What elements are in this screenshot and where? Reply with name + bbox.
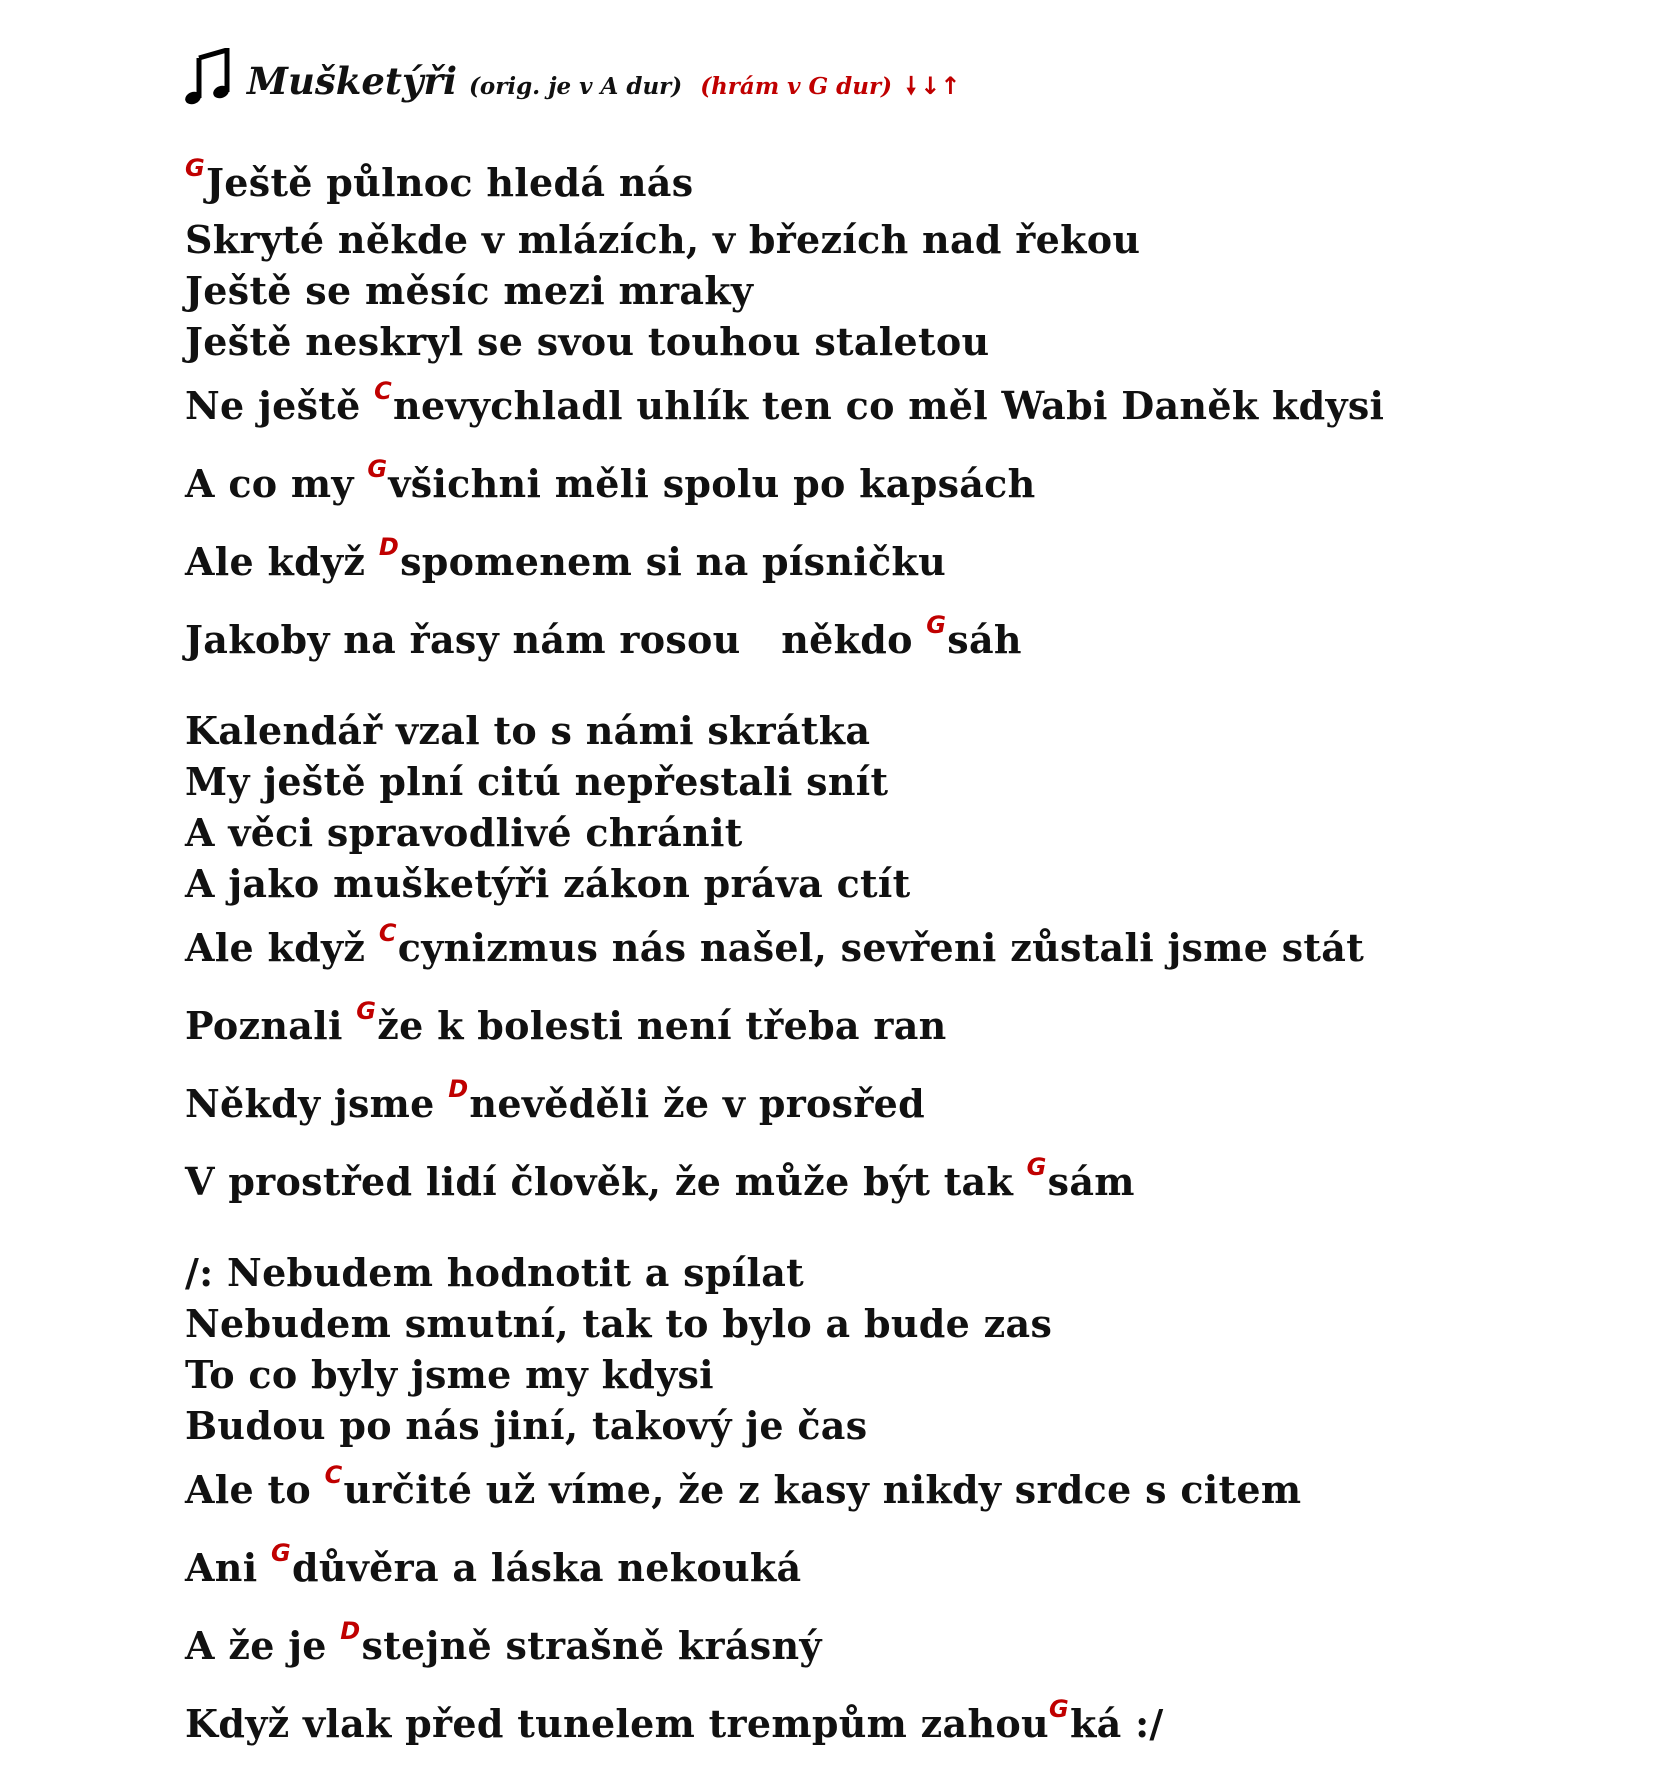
verse-gap <box>185 679 1625 705</box>
chord-marker: G <box>270 1539 291 1567</box>
lyric-text: stejně strašně krásný <box>361 1623 822 1668</box>
lyric-line <box>185 1143 1625 1221</box>
lyric-text: Ale když <box>185 539 379 584</box>
chord-marker: G <box>185 154 205 182</box>
verse <box>185 705 1625 1221</box>
lyric-line <box>185 1529 1625 1607</box>
lyric-text: Ani <box>185 1545 271 1590</box>
lyric-text: Ale když <box>185 925 379 970</box>
lyric-line: /: Nebudem hodnotit a spílat <box>185 1250 804 1295</box>
verse-gap <box>185 1221 1625 1247</box>
verse <box>185 1247 1625 1763</box>
lyric-line <box>185 1451 1625 1529</box>
chord-marker: G <box>926 611 947 639</box>
lyric-line: Budou po nás jiní, takový je čas <box>185 1403 868 1448</box>
lyric-text: Jakoby na řasy nám rosou někdo <box>185 617 927 662</box>
lyric-line <box>185 601 1625 679</box>
lyric-line <box>185 367 1625 445</box>
verse <box>185 152 1625 679</box>
lyric-text: určité už víme, že z kasy nikdy srdce s citem <box>343 1467 1302 1512</box>
lyric-line <box>185 1607 1625 1685</box>
lyric-line: My ještě plní citú nepřestali snít <box>185 759 889 804</box>
lyric-text: Ještě půlnoc hledá nás <box>206 160 694 205</box>
lyric-line: A jako mušketýři zákon práva ctít <box>185 861 911 906</box>
lyric-text: sám <box>1047 1159 1135 1204</box>
chord-marker: D <box>340 1617 361 1645</box>
song-header <box>185 36 1625 103</box>
chord-marker: G <box>1026 1153 1047 1181</box>
lyric-line: A věci spravodlivé chránit <box>185 810 743 855</box>
lyric-text: ká :/ <box>1069 1701 1164 1746</box>
lyric-line <box>185 1685 1625 1763</box>
chord-marker: C <box>374 377 393 405</box>
lyric-line: Skryté někde v mlázích, v březích nad řekou <box>185 217 1141 262</box>
chord-marker: D <box>378 533 400 561</box>
lyric-text: A že je <box>185 1623 341 1668</box>
lyric-text: důvěra a láska nekouká <box>291 1545 802 1590</box>
lyric-text: všichni měli spolu po kapsách <box>388 461 1036 506</box>
lyrics <box>185 152 1625 1763</box>
chord-marker: G <box>356 997 377 1025</box>
song-title: Mušketýři <box>247 59 458 103</box>
transpose-down-icon[interactable]: 🠗 <box>905 72 917 100</box>
lyric-text: sáh <box>947 617 1022 662</box>
lyric-line: Ještě neskryl se svou touhou staletou <box>185 319 990 364</box>
chord-marker: C <box>378 919 397 947</box>
lyric-line: Nebudem smutní, tak to bylo a bude zas <box>185 1301 1053 1346</box>
lyric-text: A co my <box>185 461 368 506</box>
lyric-text: nevychladl uhlík ten co měl Wabi Daněk kdysi <box>393 383 1385 428</box>
lyric-text: spomenem si na písničku <box>400 539 946 584</box>
lyric-line <box>185 909 1625 987</box>
lyric-line <box>185 987 1625 1065</box>
music-note-icon <box>185 48 231 106</box>
lyric-text: že k bolesti není třeba ran <box>377 1003 947 1048</box>
lyric-text: Ne ještě <box>185 383 375 428</box>
lyric-line: Kalendář vzal to s námi skrátka <box>185 708 871 753</box>
song-sheet <box>185 36 1625 1763</box>
chord-marker: G <box>1048 1695 1069 1723</box>
chord-marker: C <box>324 1461 343 1489</box>
lyric-line <box>185 152 1625 214</box>
lyric-line <box>185 523 1625 601</box>
lyric-text: Někdy jsme <box>185 1081 449 1126</box>
lyric-text: Ale to <box>185 1467 325 1512</box>
original-key-note: (orig. je v A dur) <box>469 73 683 100</box>
lyric-line: Ještě se měsíc mezi mraky <box>185 268 754 313</box>
lyric-line <box>185 1065 1625 1143</box>
lyric-text: Když vlak před tunelem trempům zahou <box>185 1701 1049 1746</box>
lyric-line <box>185 445 1625 523</box>
lyric-text: V prostřed lidí člověk, že může být tak <box>185 1159 1027 1204</box>
lyric-text: Poznali <box>185 1003 357 1048</box>
lyric-text: cynizmus nás našel, sevřeni zůstali jsme stát <box>397 925 1365 970</box>
transpose-updown-icon[interactable]: ↓↑ <box>920 72 961 100</box>
lyric-text: nevěděli že v prosřed <box>469 1081 926 1126</box>
lyric-line: To co byly jsme my kdysi <box>185 1352 714 1397</box>
played-key-note: (hrám v G dur) <box>700 73 892 100</box>
chord-marker: G <box>367 455 388 483</box>
chord-marker: D <box>448 1075 469 1103</box>
